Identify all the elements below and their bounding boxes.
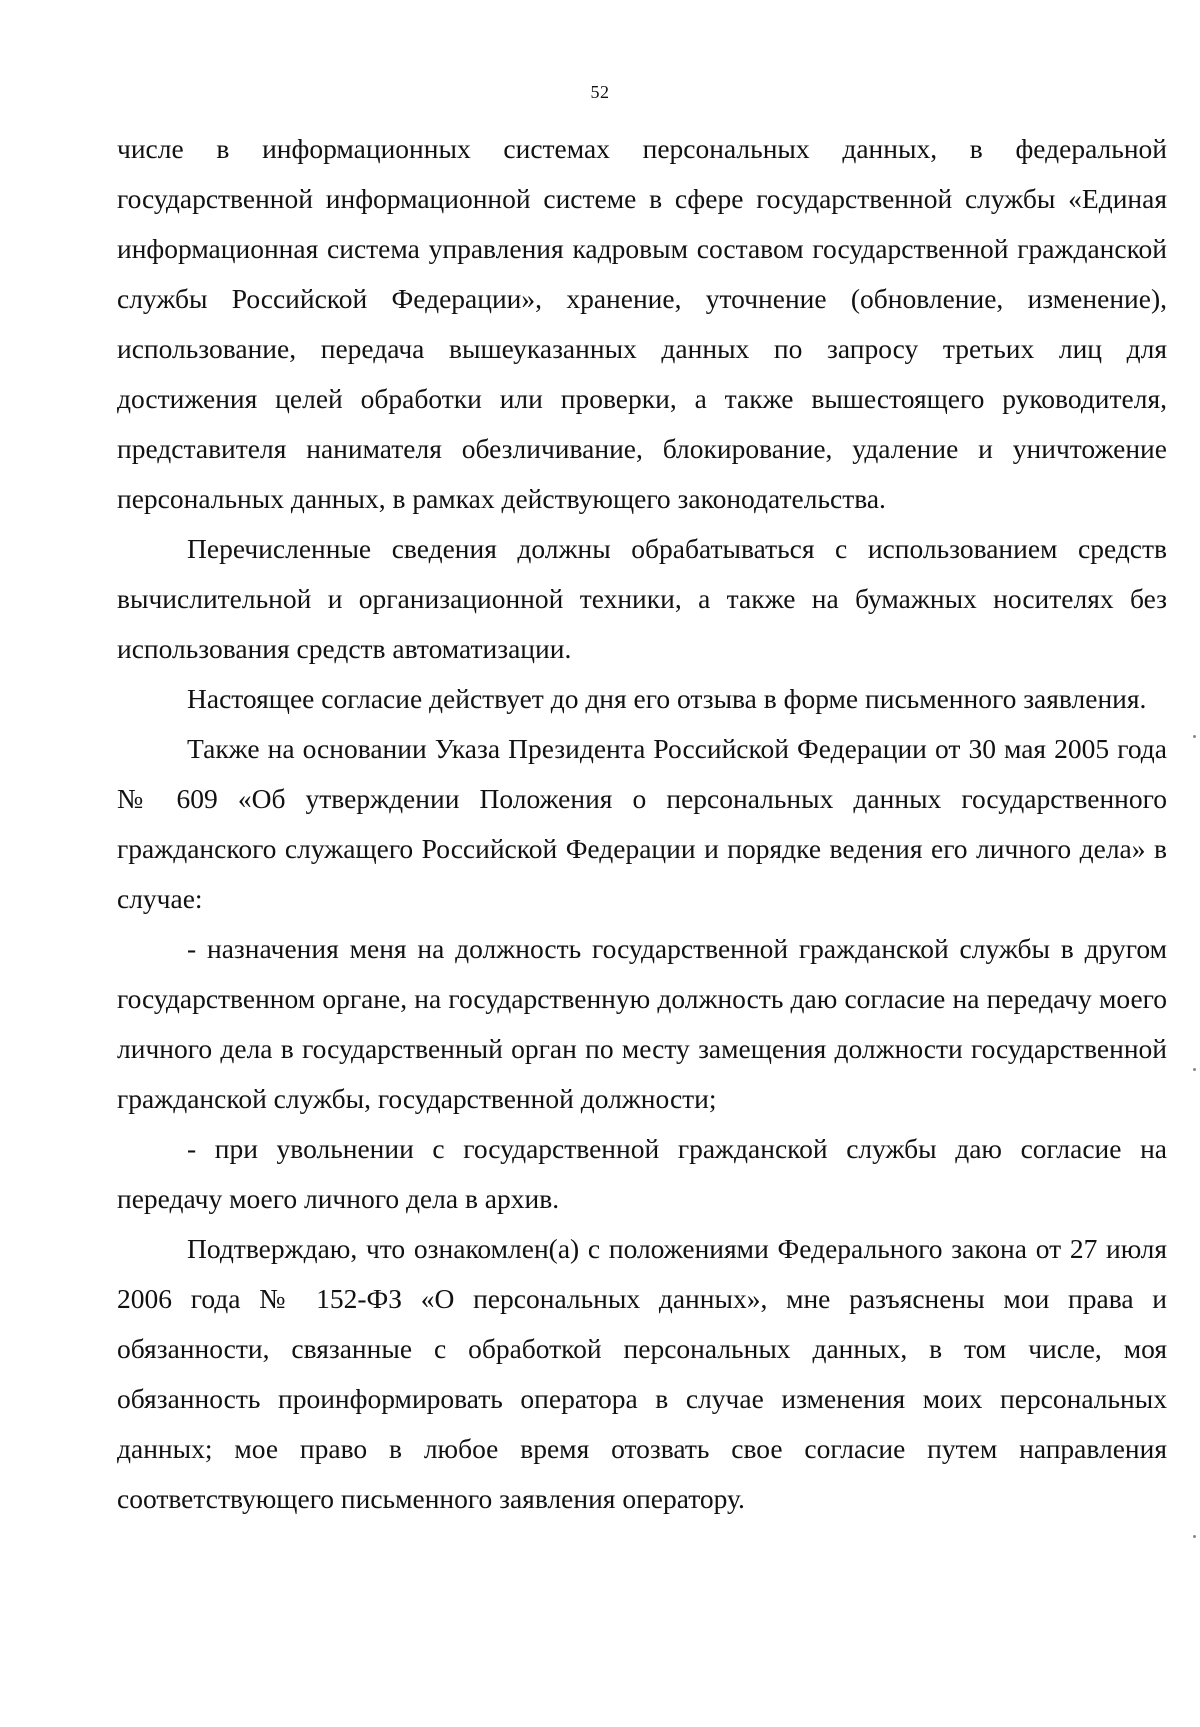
paragraph-acknowledgement: Подтверждаю, что ознакомлен(а) с положениями Федерального закона от 27 июля 2006 года № 152-ФЗ «О персональных данных», мне разъяснены мои права и обязанности, связанные с обработкой персональных данных, в том числе, моя обязанность проинформировать оператора в случае изменения моих персональных данных; мое право в любое время отозвать свое согласие путем направления соответствующего письменного заявления оператору.	[117, 1233, 1167, 1514]
paragraph-processing-means: Перечисленные сведения должны обрабатываться с использованием средств вычислительной и организационной техники, а также на бумажных носителях без использования средств автоматизации.	[117, 533, 1167, 664]
document-body	[117, 124, 1167, 1524]
page-number: 52	[590, 82, 610, 102]
scan-speck	[1193, 1068, 1196, 1071]
paragraph-consent-validity: Настоящее согласие действует до дня его отзыва в форме письменного заявления.	[187, 683, 1147, 714]
list-item-dismissal: - при увольнении с государственной гражданской службы даю согласие на передачу моего личного дела в архив.	[117, 1133, 1167, 1214]
list-item-appointment: - назначения меня на должность государственной гражданской службы в другом государственном органе, на государственную должность даю согласие на передачу моего личного дела в государственный орган по месту замещения должности государственной гражданской службы, государственной должности;	[117, 933, 1167, 1114]
scan-speck	[1193, 735, 1196, 738]
paragraph-decree-basis: Также на основании Указа Президента Российской Федерации от 30 мая 2005 года № 609 «Об утверждении Положения о персональных данных государственного гражданского служащего Российской Федерации и порядке ведения его личного дела» в случае:	[117, 733, 1167, 914]
scan-speck	[1193, 1535, 1196, 1538]
paragraph-processing-consent: числе в информационных системах персональных данных, в федеральной государственной информационной системе в сфере государственной службы «Единая информационная система управления кадровым составом государственной гражданской службы Российской Федерации», хранение, уточнение (обновление, изменение), использование, передача вышеуказанных данных по запросу третьих лиц для достижения целей обработки или проверки, а также вышестоящего руководителя, представителя нанимателя обезличивание, блокирование, удаление и уничтожение персональных данных, в рамках действующего законодательства.	[117, 133, 1167, 514]
